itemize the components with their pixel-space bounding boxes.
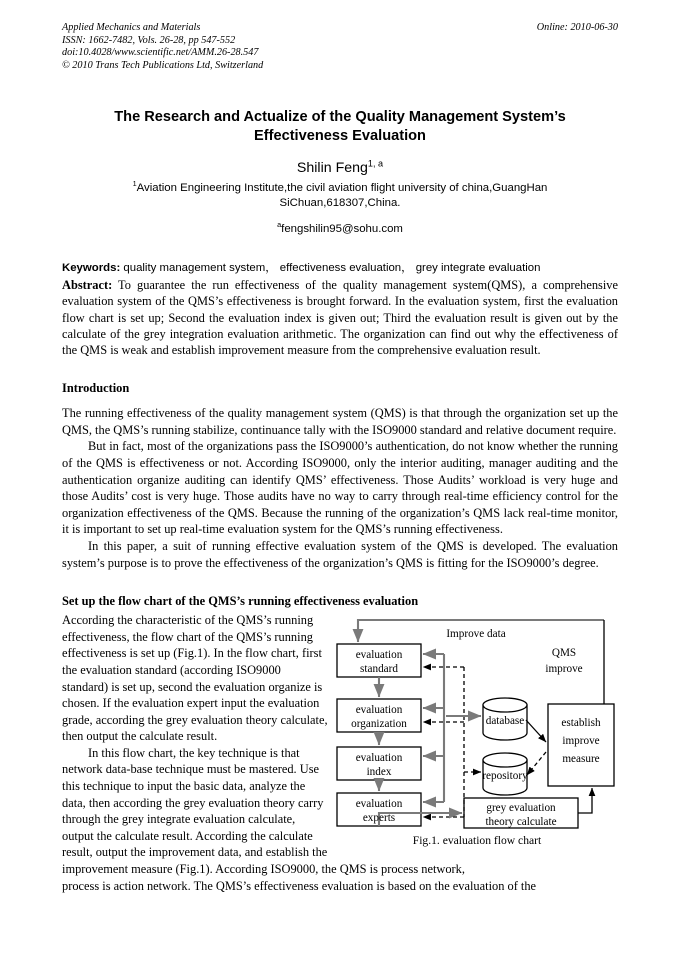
evaluation-flow-chart <box>336 612 618 834</box>
issn-line: ISSN: 1662-7482, Vols. 26-28, pp 547-552 <box>62 34 236 46</box>
label-grey-calculate-1: grey evaluation <box>486 802 556 815</box>
label-qms-improve-2: improve <box>545 663 583 676</box>
journal-header <box>62 22 618 72</box>
label-improve-data: Improve data <box>446 628 506 641</box>
author-affiliation <box>62 181 618 210</box>
copyright-line: © 2010 Trans Tech Publications Ltd, Switzerland <box>62 59 264 71</box>
label-evaluation-standard-1: evaluation <box>355 649 403 662</box>
page-content <box>62 22 618 894</box>
title-line-2: Effectiveness Evaluation <box>254 128 426 145</box>
flowchart-column-paragraph-2: In this flow chart, the key technique is that network data-base technique must be mastered. Use this technique to input the basic data, analyze the data, then according the grey evaluation theory carry through the grey integrate evaluation calculate, output the calculate result. According the calculate result, output the improvement data, and establish the improvement measure (Fig.1). According ISO9000, the QMS is process network, <box>62 745 465 877</box>
doi-line: doi:10.4028/www.scientific.net/AMM.26-28.547 <box>62 47 259 59</box>
abstract-text: To guarantee the run effectiveness of the quality management system(QMS), a comprehensive evaluation system of the QMS’s effectiveness is brought forward. In the evaluation system, first the evaluation flow chart is set up; Second the evaluation index is given out; Third the evaluation result is given out by the calculate of the grey integration evaluation arithmetic. The organization can find out why the effectiveness of the QMS is weak and establish improvement measure from the comprehensive evaluation result. <box>62 278 618 357</box>
figure-float <box>336 612 618 855</box>
introduction-paragraph-1: The running effectiveness of the quality management system (QMS) is that through the organization set up the QMS, the QMS’s running stabilize, continuance tally with the ISO9000 standard and relative document require. <box>62 406 618 437</box>
label-establish-3: measure <box>562 753 600 766</box>
keywords-label: Keywords: <box>62 262 121 275</box>
author-name <box>62 159 618 177</box>
label-evaluation-organization-2: organization <box>351 718 407 731</box>
author-email <box>62 222 618 236</box>
email-marker: a <box>277 220 282 230</box>
affiliation-text-1: Aviation Engineering Institute,the civil aviation flight university of china,GuangHan <box>136 182 548 195</box>
author-name-text: Shilin Feng <box>296 160 368 177</box>
introduction-heading: Introduction <box>62 381 130 396</box>
label-repository: repository <box>482 770 528 783</box>
abstract-block <box>62 277 618 358</box>
label-evaluation-organization-1: evaluation <box>355 704 403 717</box>
flowchart-tail-line: process is action network. The QMS’s effectiveness evaluation is based on the evaluation of the <box>62 878 537 893</box>
affiliation-line-1 <box>62 181 618 195</box>
label-establish-1: establish <box>561 717 601 730</box>
label-evaluation-index-1: evaluation <box>355 752 403 765</box>
journal-name: Applied Mechanics and Materials <box>62 22 201 33</box>
online-date: Online: 2010-06-30 <box>536 22 618 33</box>
email-text: fengshilin95@sohu.com <box>281 223 403 236</box>
label-grey-calculate-2: theory calculate <box>485 816 557 829</box>
label-database: database <box>485 715 525 728</box>
label-evaluation-index-2: index <box>366 766 392 779</box>
affiliation-line-2: SiChuan,618307,China. <box>279 196 401 209</box>
affiliation-marker: 1 <box>132 179 137 189</box>
label-evaluation-experts-1: evaluation <box>355 798 403 811</box>
flowchart-column-paragraph-1: According the characteristic of the QMS’s running effectiveness, the flow chart of the QMS’s running effectiveness is set up (Fig.1). In the flow chart, first the evaluation standard (according ISO9000 standard) is set up, second the evaluation organize is chosen. If the evaluation expert input the evaluation grade, according the grey evaluation theory calculate, then output the calculate result. <box>62 613 328 744</box>
label-evaluation-standard-2: standard <box>360 663 398 676</box>
paper-title <box>62 108 618 146</box>
introduction-paragraph-2: But in fact, most of the organizations pass the ISO9000’s authentication, do not know whether the running of the QMS is effectiveness or not. According ISO9000, only the interior auditing, manager auditing and the authentication organize auditing can identify QMS’ effectiveness. Those Audits’ workload is very huge and those Audits’ cost is very huge. Those audits have no way to carry through real-time efficiency control for the organization effectiveness of the QMS. Because the running of the organization’s QMS lack real-time monitor, it is important to set up real-time evaluation system for the QMS’s running effectiveness. <box>62 439 618 537</box>
figure-caption: Fig.1. evaluation flow chart <box>412 834 542 848</box>
arrow-grey-calculate-to-establish <box>578 788 592 813</box>
flowchart-section-heading: Set up the flow chart of the QMS’s running effectiveness evaluation <box>62 594 419 609</box>
title-line-1: The Research and Actualize of the Quality Management System’s <box>114 109 566 126</box>
arrow-database-to-establish <box>526 720 546 742</box>
keywords-text: quality management system， effectiveness evaluation， grey integrate evaluation <box>120 262 541 275</box>
keywords-block <box>62 261 618 276</box>
label-qms-improve-1: QMS <box>551 647 577 660</box>
label-evaluation-experts-2: experts <box>362 812 396 825</box>
abstract-label: Abstract: <box>62 278 113 293</box>
arrow-establish-to-repository <box>527 752 546 775</box>
introduction-paragraph-3: In this paper, a suit of running effective evaluation system of the QMS is developed. The evaluation system’s purpose is to prove the effectiveness of the organization’s QMS is fitting for the ISO9000’s degree. <box>62 538 618 570</box>
label-establish-2: improve <box>562 735 600 748</box>
author-affiliation-marker: 1, a <box>367 158 384 169</box>
figure-section <box>62 612 618 894</box>
